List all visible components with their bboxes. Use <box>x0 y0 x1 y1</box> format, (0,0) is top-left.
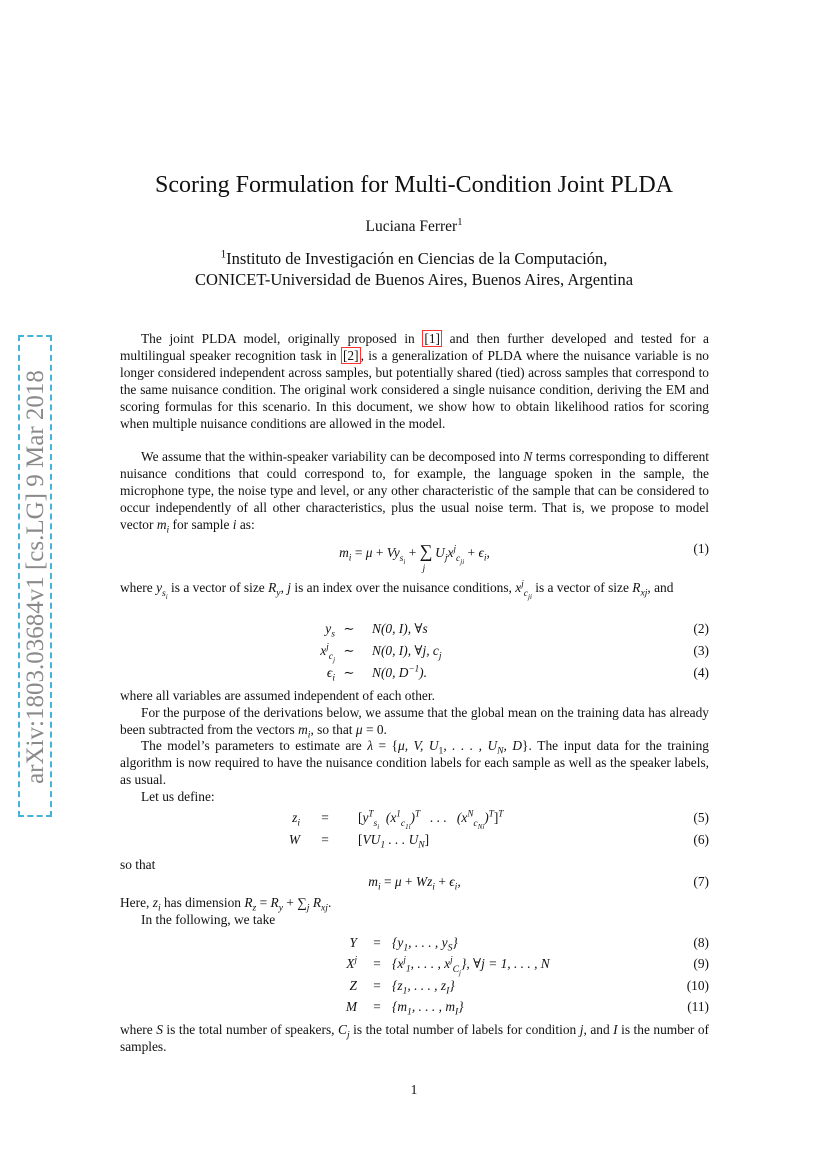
equation-1: $m_i = \mu + Vy_{s_i} + \sum_jU_jx^j_{c_{ji}} + \epsilon_i$, (1) <box>339 541 709 574</box>
dimension-paragraph: Here, $z_i$ has dimension $R_z = R_y + \sum_j$ $R_{xj}$. <box>120 895 332 914</box>
independence-paragraph: where all variables are assumed independent of each other. <box>120 688 435 703</box>
citation-link-2[interactable]: [2] <box>342 347 359 363</box>
affiliation-line-2: CONICET-Universidad de Buenos Aires, Buenos Aires, Argentina <box>194 270 634 289</box>
equation-8: Y = {$y_1$, . . . , $y_S$} (8) <box>349 935 709 954</box>
definitions-paragraph: where S is the total number of speakers, $C_j$ is the total number of labels for condition j, and I is the number of samples. <box>120 1022 709 1054</box>
paper-title: Scoring Formulation for Multi-Condition Joint PLDA <box>154 172 673 198</box>
equation-9: $X^j$ = {$x^j_1$, . . . , $x^j_{C_j}$}, ∀j = 1, . . . , N (9) <box>346 954 709 977</box>
equation-6: W = [$VU_1$ . . . $U_N$] (6) <box>288 832 709 851</box>
equation-5: $z_i$ = [$y^T_{s_i}$ $(x^1_{c_{1i}})^T$ . . . $(x^N_{c_{Ni}})^T]^T$ (5) <box>292 808 709 831</box>
equation-7: $m_i = \mu + Wz_i + \epsilon_i$, (7) <box>368 874 709 893</box>
variables-paragraph: where $y_{s_i}$ is a vector of size $R_y$, j is an index over the nuisance conditions, $x^j_{c_{ji}}$ is a vector of size $R_{xj}$, and <box>120 578 674 601</box>
page-number: 1 <box>410 1082 418 1097</box>
equation-3: $x^j_{c_j}$ ∼ N(0, I), ∀j, $c_j$ (3) <box>320 641 709 664</box>
arxiv-side-stamp <box>16 335 56 819</box>
parameters-paragraph: The model’s parameters to estimate are λ = {μ, V, $U_1$, . . . , $U_N$, D}. The input data for the training algorithm is now required to have the nuisance condition labels for each sample as well as the speaker labels, as usual. <box>120 738 709 787</box>
equation-11: M = {$m_1$, . . . , $m_I$} (11) <box>345 999 709 1018</box>
equation-number: (1) <box>693 541 709 556</box>
intro-paragraph: The joint PLDA model, originally proposed in [1] and then further developed and tested for a multilingual speaker recognition task in [2] , is a generalization of PLDA where the nuisance variable is no longer considered independent across samples, but potentially shared (tied) across samples that correspond to the same nuisance condition. The original work considered a single nuisance condition, deriving the EM and scoring formulas for this scenario. In this document, we show how to obtain likelihood ratios for scoring when multiple nuisance conditions are allowed in the model. <box>120 331 709 431</box>
equation-10: Z = {$z_1$, . . . , $z_I$} (10) <box>349 978 709 997</box>
author-name: Luciana Ferrer$^1$ <box>365 216 463 235</box>
define-paragraph: Let us define: <box>141 789 215 804</box>
equation-4: $\epsilon_i$ ∼ N(0, $D^{-1}$). (4) <box>326 663 709 684</box>
following-paragraph: In the following, we take <box>141 912 276 927</box>
model-paragraph: We assume that the within-speaker variability can be decomposed into N terms corresponding to different nuisance conditions that could correspond to, for example, the language spoken in the sample, the microphone type, the noise type and level, or any other characteristic of the sample that can be considered to occur independently of all other characteristics, plus the usual noise term. That is, we propose to model vector $m_i$ for sample i as: <box>120 449 710 536</box>
mean-paragraph: For the purpose of the derivations below, we assume that the global mean on the training data has already been subtracted from the vectors $m_i$, so that μ = 0. <box>120 705 709 741</box>
side-stamp-text: arXiv:1803.03684v1 [cs.LG] 9 Mar 2018 <box>22 370 49 784</box>
affiliation-line-1: $^1$Instituto de Investigación en Ciencias de la Computación, <box>220 248 608 268</box>
citation-link-1[interactable]: [1] <box>424 331 440 346</box>
equation-2: $y_s$ ∼ N(0, I), ∀s (2) <box>325 621 709 640</box>
so-that-text: so that <box>120 857 156 872</box>
